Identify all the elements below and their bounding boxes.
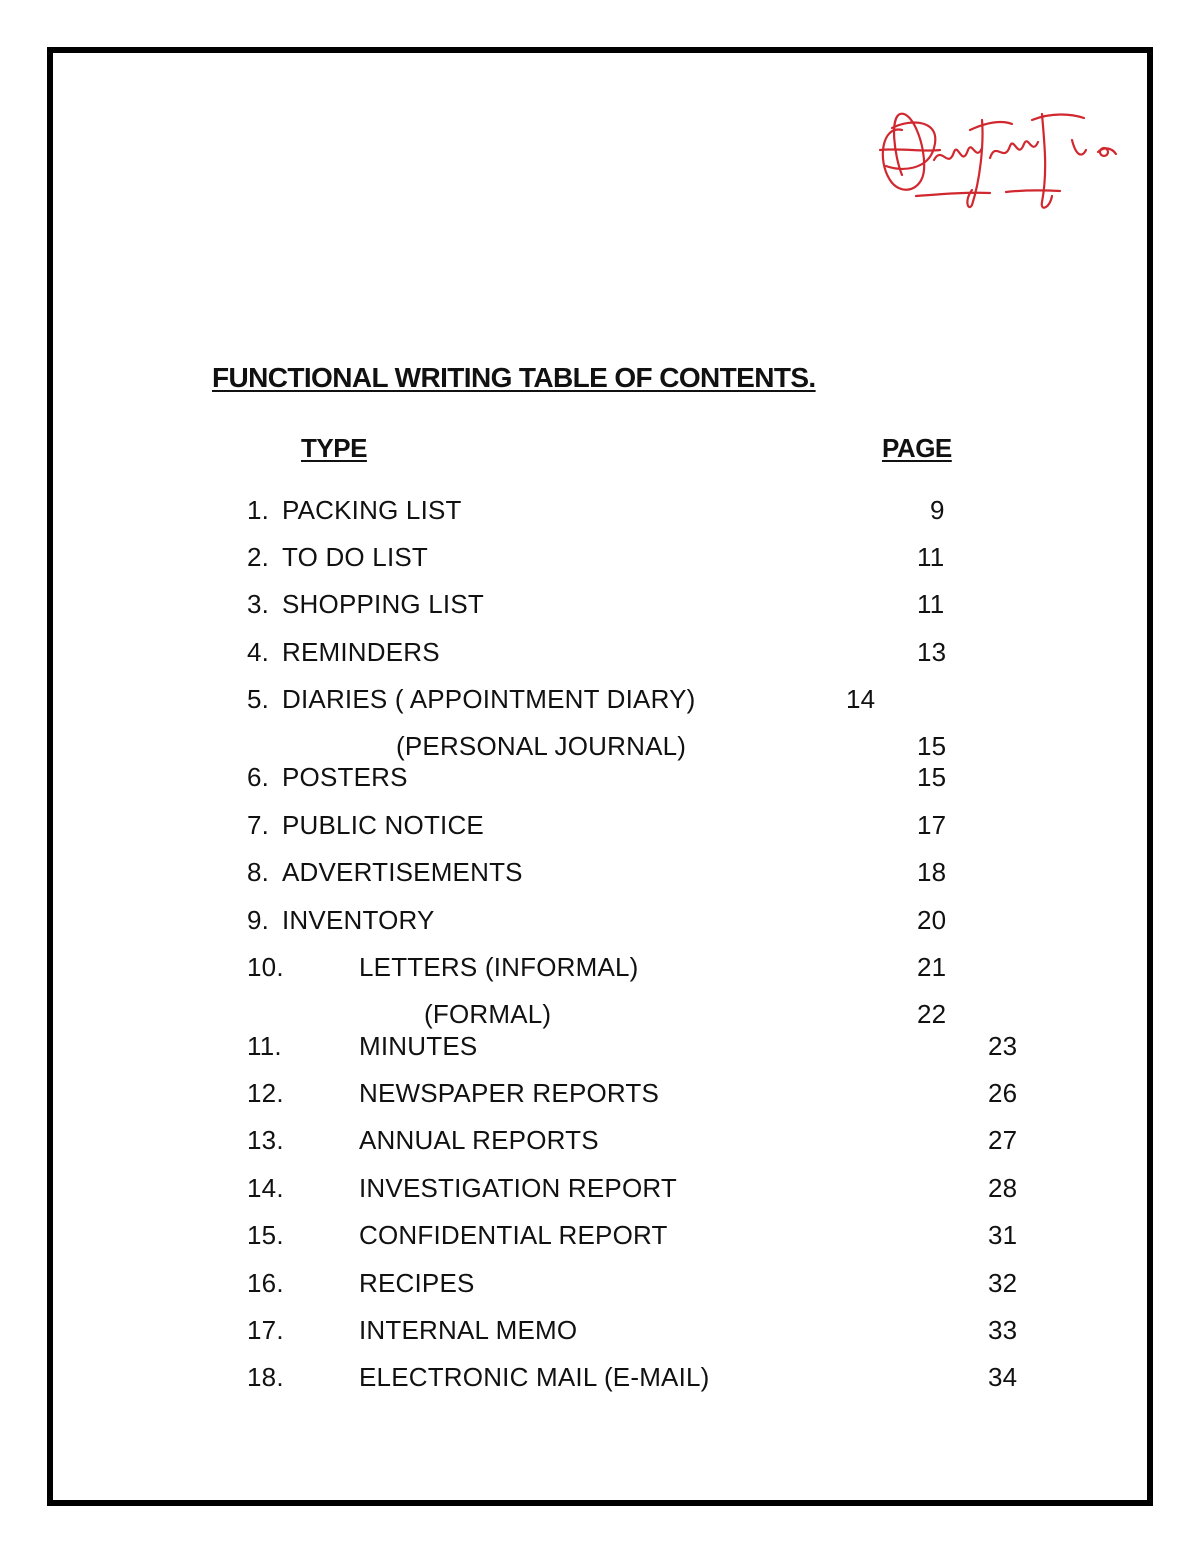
entry-page: 15 (917, 731, 947, 761)
entry-sub-label: (FORMAL) (424, 999, 552, 1029)
entry-number: 15. (247, 1220, 284, 1250)
entry-page: 15 (917, 762, 947, 792)
entry-page: 34 (988, 1362, 1018, 1392)
entry-page: 18 (917, 857, 947, 887)
entry-page: 33 (988, 1315, 1018, 1345)
entry-number: 12. (247, 1078, 284, 1108)
entry-label: ANNUAL REPORTS (359, 1125, 599, 1155)
entry-label: LETTERS (INFORMAL) (359, 952, 639, 982)
entry-page: 27 (988, 1125, 1018, 1155)
entry-page: 20 (917, 905, 947, 935)
entry-page: 11 (917, 589, 945, 619)
entry-label: PACKING LIST (282, 495, 462, 525)
entry-number: 6. (247, 762, 270, 792)
entry-number: 14. (247, 1173, 284, 1203)
entry-number: 2. (247, 542, 270, 572)
entry-page: 23 (988, 1031, 1018, 1061)
entry-label: ADVERTISEMENTS (282, 857, 523, 887)
entry-number: 18. (247, 1362, 284, 1392)
entry-number: 9. (247, 905, 270, 935)
entry-number: 3. (247, 589, 270, 619)
entry-page: 9 (930, 495, 945, 525)
entry-label: POSTERS (282, 762, 408, 792)
entry-number: 1. (247, 495, 270, 525)
entry-page: 31 (988, 1220, 1018, 1250)
entry-page: 14 (846, 684, 876, 714)
entry-label: SHOPPING LIST (282, 589, 484, 619)
entry-page: 13 (917, 637, 947, 667)
entry-label: NEWSPAPER REPORTS (359, 1078, 660, 1108)
entry-label: PUBLIC NOTICE (282, 810, 484, 840)
entry-page: 17 (917, 810, 947, 840)
entry-page: 26 (988, 1078, 1018, 1108)
entry-label: INVESTIGATION REPORT (359, 1173, 677, 1203)
entry-label: INTERNAL MEMO (359, 1315, 578, 1345)
entry-label: RECIPES (359, 1268, 475, 1298)
entry-label: ELECTRONIC MAIL (E-MAIL) (359, 1362, 710, 1392)
entry-page: 11 (917, 542, 945, 572)
entry-label: MINUTES (359, 1031, 478, 1061)
column-header-type: TYPE (301, 433, 367, 463)
entry-label: CONFIDENTIAL REPORT (359, 1220, 668, 1250)
entry-label: REMINDERS (282, 637, 440, 667)
entry-page: 21 (917, 952, 947, 982)
entry-label: TO DO LIST (282, 542, 428, 572)
document-title: FUNCTIONAL WRITING TABLE OF CONTENTS. (212, 362, 816, 393)
entry-number: 16. (247, 1268, 284, 1298)
entry-number: 5. (247, 684, 270, 714)
entry-page: 28 (988, 1173, 1018, 1203)
entry-label: DIARIES ( APPOINTMENT DIARY) (282, 684, 696, 714)
entry-number: 13. (247, 1125, 284, 1155)
entry-number: 4. (247, 637, 270, 667)
entry-number: 7. (247, 810, 270, 840)
entry-sub-label: (PERSONAL JOURNAL) (396, 731, 687, 761)
entry-number: 10. (247, 952, 284, 982)
entry-page: 32 (988, 1268, 1018, 1298)
signature-image (872, 100, 1122, 220)
column-header-page: PAGE (882, 433, 952, 463)
entry-number: 11. (247, 1031, 282, 1061)
entry-label: INVENTORY (282, 905, 435, 935)
entry-number: 8. (247, 857, 270, 887)
entry-number: 17. (247, 1315, 284, 1345)
entry-page: 22 (917, 999, 947, 1029)
